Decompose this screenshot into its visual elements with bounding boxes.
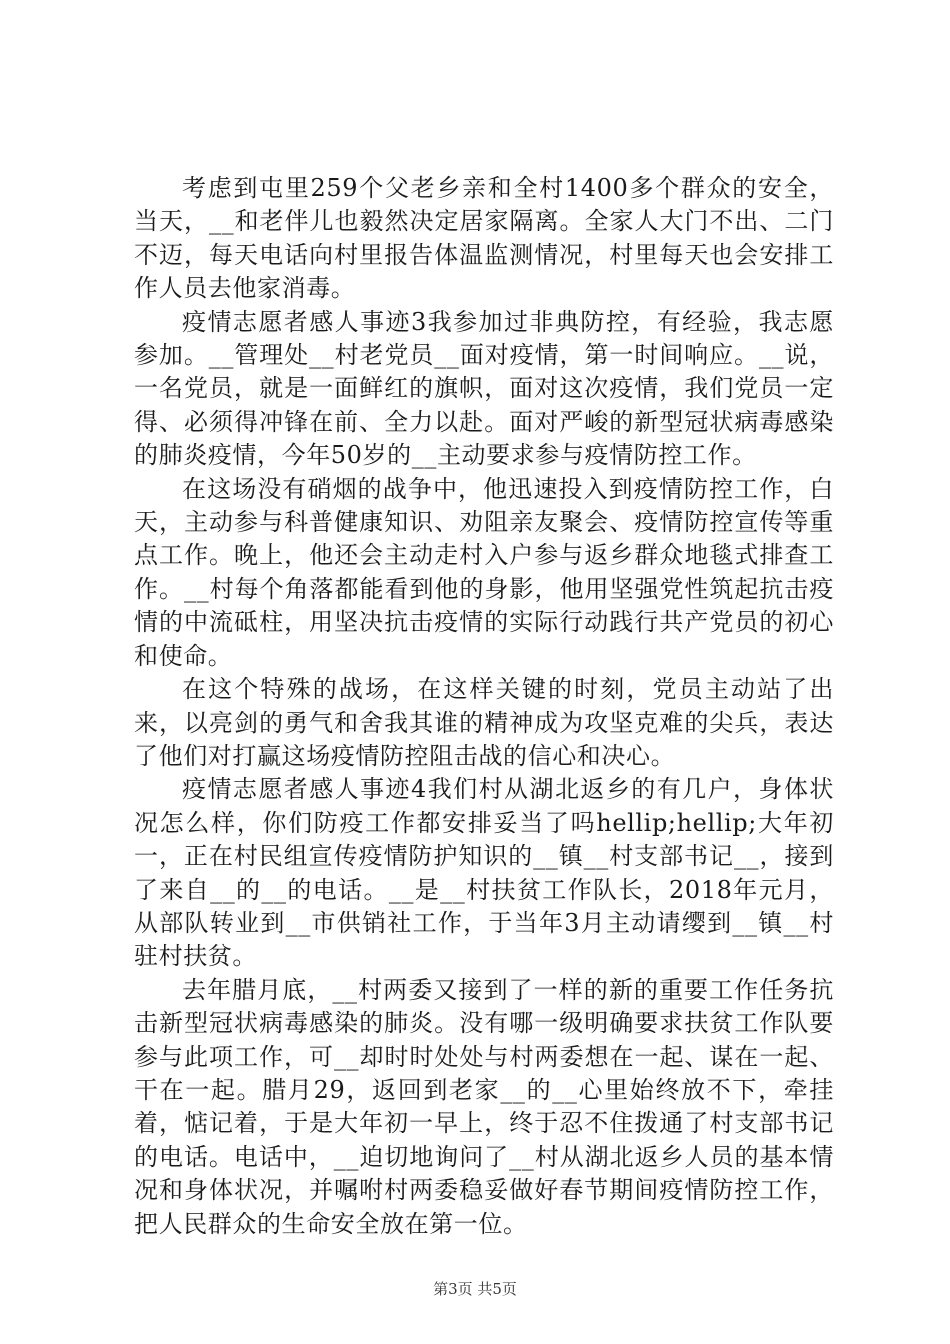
document-body [134,172,834,1241]
paragraph: 疫情志愿者感人事迹3我参加过非典防控，有经验，我志愿参加。__管理处__村老党员__面对疫情，第一时间响应。__说，一名党员，就是一面鲜红的旗帜，面对这次疫情，我们党员一定得、必须得冲锋在前、全力以赴。面对严峻的新型冠状病毒感染的肺炎疫情，今年50岁的__主动要求参与疫情防控工作。 [134,307,834,470]
paragraph: 在这个特殊的战场，在这样关键的时刻，党员主动站了出来，以亮剑的勇气和舍我其谁的精神成为攻坚克难的尖兵，表达了他们对打赢这场疫情防控阻击战的信心和决心。 [134,675,834,770]
paragraph: 疫情志愿者感人事迹4我们村从湖北返乡的有几户，身体状况怎么样，你们防疫工作都安排妥当了吗hellip;hellip;大年初一，正在村民组宣传疫情防护知识的__镇__村支部书记__，接到了来自__的__的电话。__是__村扶贫工作队长，2018年元月，从部队转业到__市供销社工作，于当年3月主动请缨到__镇__村驻村扶贫。 [134,775,834,971]
paragraph: 考虑到屯里259个父老乡亲和全村1400多个群众的安全，当天，__和老伴儿也毅然决定居家隔离。全家人大门不出、二门不迈，每天电话向村里报告体温监测情况，村里每天也会安排工作人员去他家消毒。 [134,174,834,303]
paragraph: 去年腊月底，__村两委又接到了一样的新的重要工作任务抗击新型冠状病毒感染的肺炎。没有哪一级明确要求扶贫工作队要参与此项工作，可__却时时处处与村两委想在一起、谋在一起、干在一起。腊月29，返回到老家__的__心里始终放不下，牵挂着，惦记着，于是大年初一早上，终于忍不住拨通了村支部书记的电话。电话中，__迫切地询问了__村从湖北返乡人员的基本情况和身体状况，并嘱咐村两委稳妥做好春节期间疫情防控工作，把人民群众的生命安全放在第一位。 [134,975,834,1238]
paragraph: 在这场没有硝烟的战争中，他迅速投入到疫情防控工作，白天，主动参与科普健康知识、劝阻亲友聚会、疫情防控宣传等重点工作。晚上，他还会主动走村入户参与返乡群众地毯式排查工作。__村每个角落都能看到他的身影，他用坚强党性筑起抗击疫情的中流砥柱，用坚决抗击疫情的实际行动践行共产党员的初心和使命。 [134,474,834,670]
page-number-footer: 第3页 共5页 [433,1280,517,1298]
